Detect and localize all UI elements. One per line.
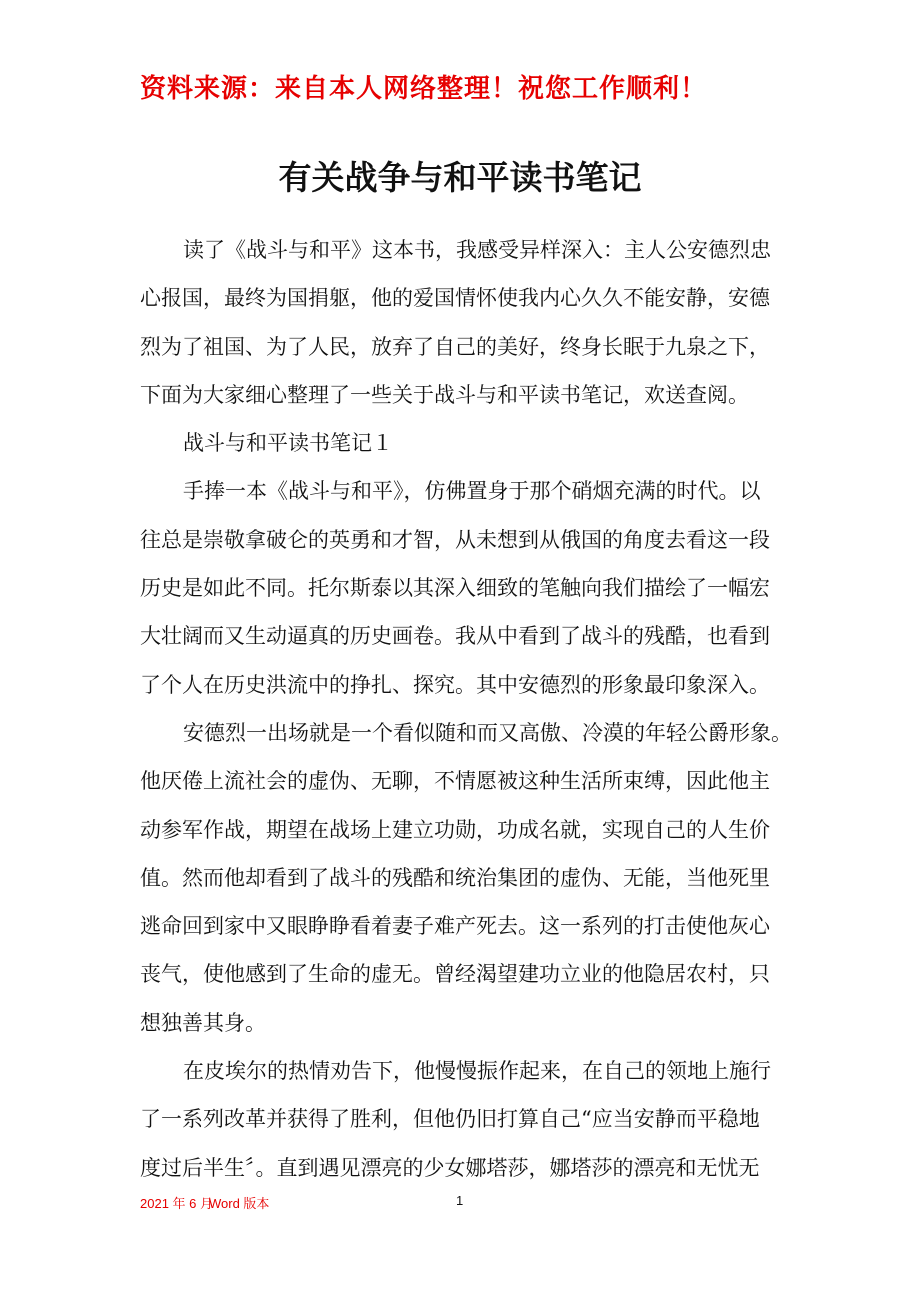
page-number: 1 (456, 1193, 464, 1208)
text-line: 动参军作战，期望在战场上建立功勋，功成名就，实现自己的人生价 (140, 817, 770, 842)
text-line: 历史是如此不同。托尔斯泰以其深入细致的笔触向我们描绘了一幅宏 (140, 576, 770, 601)
text-line: 值。然而他却看到了战斗的残酷和统治集团的虚伪、无能，当他死里 (140, 865, 770, 890)
text-line: 了一系列改革并获得了胜利，但他仍旧打算自己“应当安静而平稳地 (140, 1107, 760, 1132)
text-line: 心报国，最终为国捐躯，他的爱国情怀使我内心久久不能安静，安德 (140, 286, 770, 311)
footer-version: Word 版本 (209, 1196, 270, 1211)
text-line: 大壮阔而又生动逼真的历史画卷。我从中看到了战斗的残酷，也看到 (140, 624, 770, 649)
text-line: 他厌倦上流社会的虚伪、无聊，不情愿被这种生活所束缚，因此他主 (140, 769, 770, 794)
text-line: 了个人在历史洪流中的挣扎、探究。其中安德烈的形象最印象深入。 (140, 672, 770, 697)
source-banner: 资料来源：来自本人网络整理！祝您工作顺利！ (140, 74, 708, 104)
text-line: 度过后半生〞。直到遇见漂亮的少女娜塔莎，娜塔莎的漂亮和无忧无 (140, 1155, 760, 1180)
text-line: 往总是崇敬拿破仑的英勇和才智，从未想到从俄国的角度去看这一段 (140, 527, 770, 552)
document-title: 有关战争与和平读书笔记 (278, 158, 642, 197)
document-body (140, 232, 800, 1198)
text-line: 烈为了祖国、为了人民，放弃了自己的美好，终身长眠于九泉之下， (140, 334, 770, 359)
text-line: 战斗与和平读书笔记１ (183, 431, 393, 456)
text-line: 逃命回到家中又眼睁睁看着妻子难产死去。这一系列的打击使他灰心 (140, 914, 770, 939)
text-line: 安德烈一出场就是一个看似随和而又高傲、冷漠的年轻公爵形象。 (183, 720, 792, 745)
text-line: 读了《战斗与和平》这本书，我感受异样深入：主人公安德烈忠 (183, 238, 771, 262)
text-line: 丧气，使他感到了生命的虚无。曾经渴望建功立业的他隐居农村，只 (140, 962, 770, 987)
text-line: 在皮埃尔的热情劝告下，他慢慢振作起来，在自己的领地上施行 (183, 1059, 771, 1084)
footer-date: 2021 年 6 月 (140, 1196, 213, 1211)
text-line: 手捧一本《战斗与和平》，仿佛置身于那个硝烟充满的时代。以 (183, 479, 761, 504)
text-line: 下面为大家细心整理了一些关于战斗与和平读书笔记，欢送查阅。 (140, 382, 749, 407)
text-line: 想独善其身。 (140, 1010, 266, 1035)
